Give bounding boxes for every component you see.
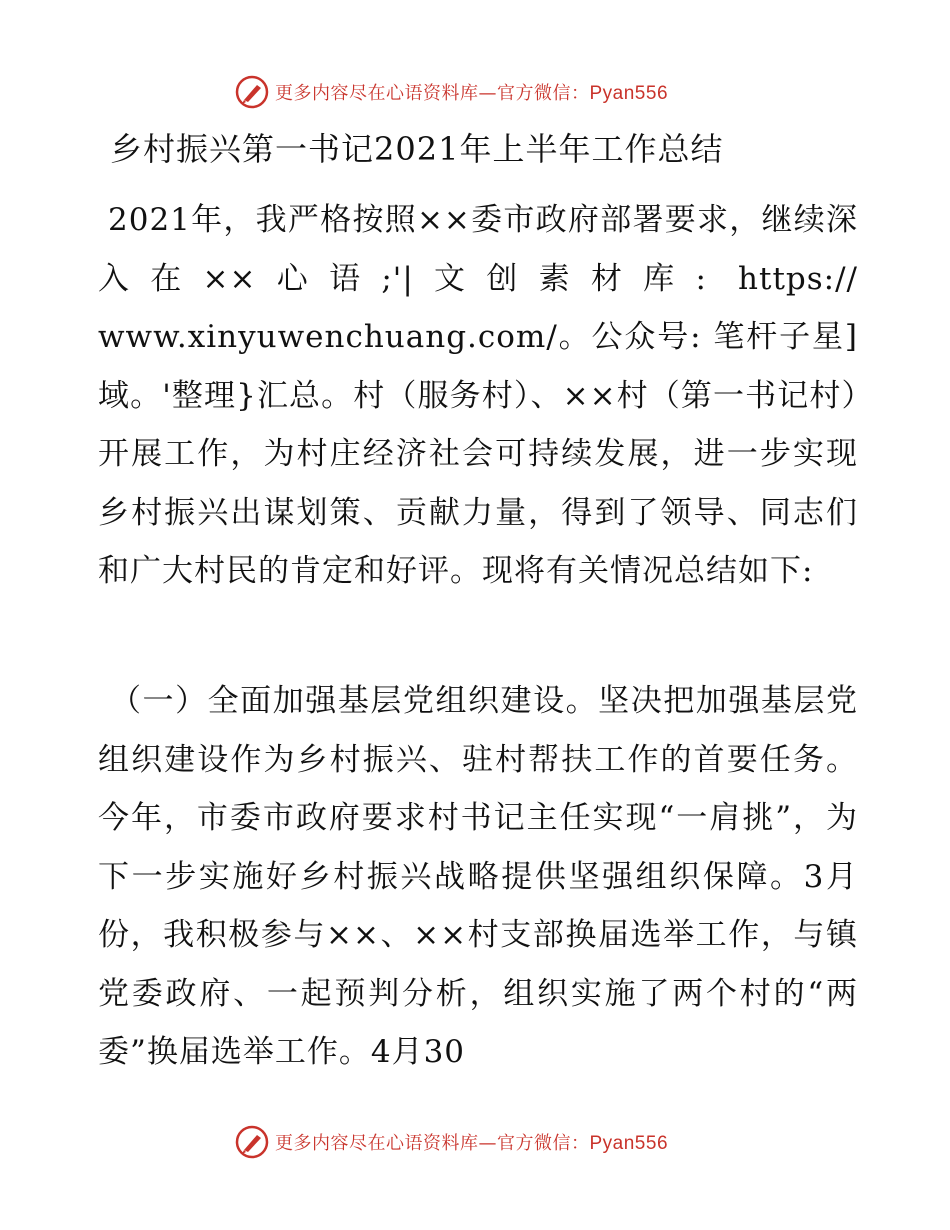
watermark-text: 更多内容尽在心语资料库—官方微信：Pyan556 xyxy=(275,83,669,104)
paragraph-party-building: （一）全面加强基层党组织建设。坚决把加强基层党组织建设作为乡村振兴、驻村帮扶工作的首要任务。今年，市委市政府要求村书记主任实现“一肩挑”，为下一步实施好乡村振兴战略提供坚强组织保障。3月份，我积极参与××、××村支部换届选举工作，与镇党委政府、一起预判分析，组织实施了两个村的“两委”换届选举工作。4月30 xyxy=(98,683,858,1070)
paragraph-intro: 2021年，我严格按照××委市政府部署要求，继续深入在××心语;'|文创素材库: https:// www.xinyuwenchuang.com/。公众号: 笔杆子星]域。'整理}汇总。村（服务村）、××村（第一书记村）开展工作，为村庄经济社会可持续发展，进一步实现乡村振兴出谋划策、贡献力量，得到了领导、同志们和广大村民的肯定和好评。现将有关情况总结如下: xyxy=(98,202,858,589)
pen-logo-icon xyxy=(235,75,269,109)
watermark-banner-top xyxy=(235,72,668,112)
document-title: 乡村振兴第一书记2021年上半年工作总结 xyxy=(110,130,724,168)
pen-logo-icon xyxy=(235,1125,269,1159)
watermark-text: 更多内容尽在心语资料库—官方微信：Pyan556 xyxy=(275,1133,669,1154)
watermark-banner-bottom xyxy=(235,1122,668,1162)
